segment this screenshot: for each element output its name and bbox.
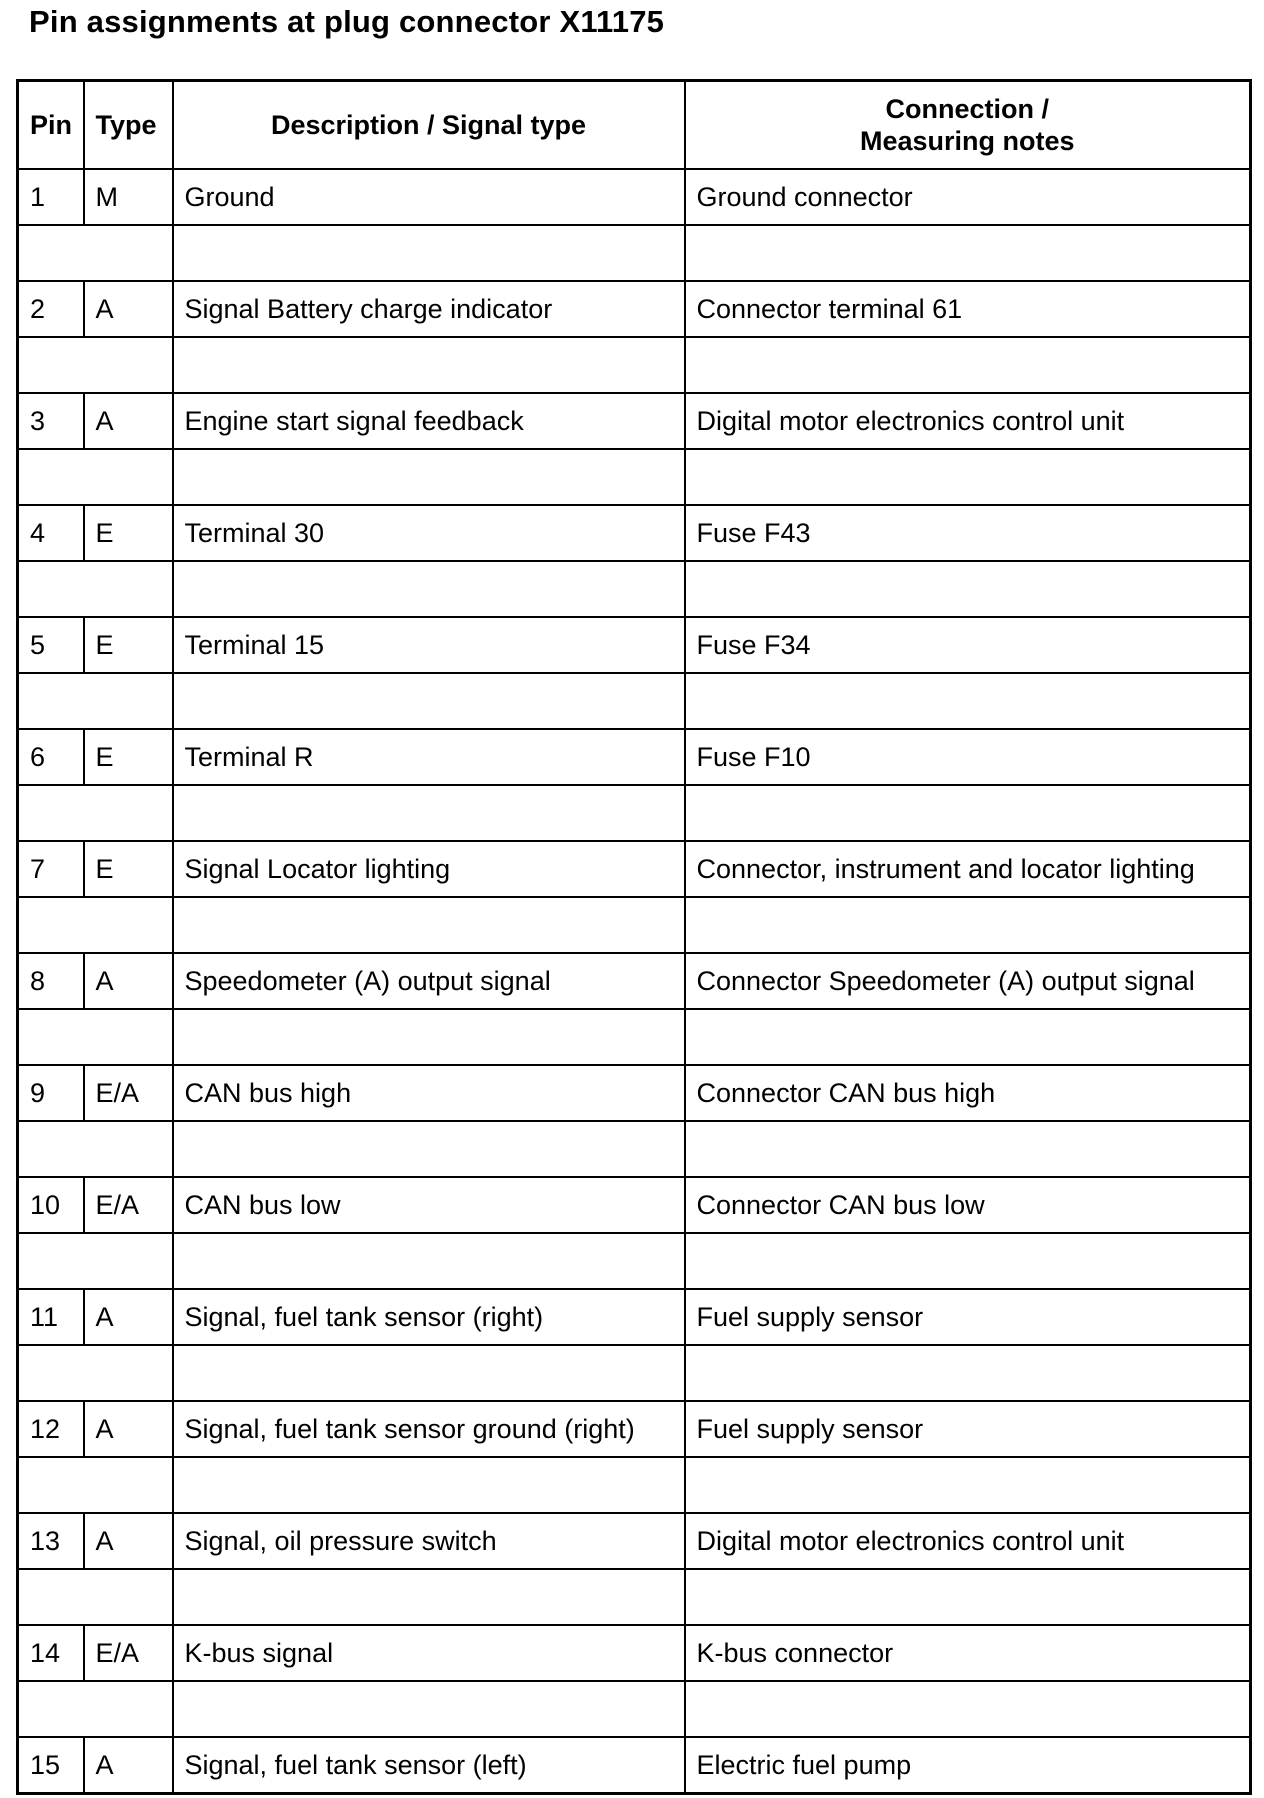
connection-cell: Fuse F43	[685, 505, 1251, 561]
spacer-cell	[18, 897, 173, 953]
table-row	[18, 1737, 1251, 1794]
spacer-cell	[685, 673, 1251, 729]
header-connection-line2: Measuring notes	[859, 126, 1075, 156]
type-cell: E	[84, 729, 173, 785]
spacer-cell	[18, 561, 173, 617]
description-cell: Signal Battery charge indicator	[173, 281, 685, 337]
table-row	[18, 281, 1251, 337]
spacer-cell	[173, 1009, 685, 1065]
type-cell: E/A	[84, 1625, 173, 1681]
type-cell: E	[84, 505, 173, 561]
spacer-cell	[18, 449, 173, 505]
pin-cell: 7	[18, 841, 84, 897]
spacer-cell	[685, 1569, 1251, 1625]
description-cell: Signal, fuel tank sensor ground (right)	[173, 1401, 685, 1457]
pin-cell: 5	[18, 617, 84, 673]
description-cell: Signal Locator lighting	[173, 841, 685, 897]
pin-cell: 8	[18, 953, 84, 1009]
description-cell: Engine start signal feedback	[173, 393, 685, 449]
spacer-row	[18, 1345, 1251, 1401]
type-cell: M	[84, 169, 173, 225]
description-cell: K-bus signal	[173, 1625, 685, 1681]
spacer-cell	[685, 1457, 1251, 1513]
connection-cell: Ground connector	[685, 169, 1251, 225]
pin-cell: 6	[18, 729, 84, 785]
table-row	[18, 1289, 1251, 1345]
pin-cell: 2	[18, 281, 84, 337]
spacer-row	[18, 1233, 1251, 1289]
connection-cell: Connector Speedometer (A) output signal	[685, 953, 1251, 1009]
description-cell: Signal, fuel tank sensor (left)	[173, 1737, 685, 1794]
spacer-cell	[685, 449, 1251, 505]
table-row	[18, 1065, 1251, 1121]
description-cell: Signal, oil pressure switch	[173, 1513, 685, 1569]
connection-cell: Fuel supply sensor	[685, 1289, 1251, 1345]
spacer-row	[18, 337, 1251, 393]
spacer-cell	[685, 561, 1251, 617]
description-cell: Terminal R	[173, 729, 685, 785]
type-cell: E/A	[84, 1177, 173, 1233]
spacer-cell	[685, 785, 1251, 841]
description-cell: CAN bus high	[173, 1065, 685, 1121]
spacer-cell	[18, 673, 173, 729]
spacer-row	[18, 1681, 1251, 1737]
pin-cell: 3	[18, 393, 84, 449]
header-type: Type	[84, 81, 173, 170]
pin-cell: 13	[18, 1513, 84, 1569]
spacer-cell	[685, 1233, 1251, 1289]
table-header-row	[18, 81, 1251, 170]
spacer-cell	[173, 561, 685, 617]
type-cell: A	[84, 393, 173, 449]
spacer-cell	[173, 1569, 685, 1625]
pin-assignment-table	[16, 79, 1252, 1795]
table-body	[18, 169, 1251, 1794]
spacer-row	[18, 897, 1251, 953]
connection-cell: Electric fuel pump	[685, 1737, 1251, 1794]
type-cell: A	[84, 1737, 173, 1794]
spacer-cell	[685, 337, 1251, 393]
page-title: Pin assignments at plug connector X11175	[29, 4, 665, 39]
spacer-cell	[685, 1009, 1251, 1065]
spacer-row	[18, 673, 1251, 729]
description-cell: Terminal 15	[173, 617, 685, 673]
header-description: Description / Signal type	[173, 81, 685, 170]
spacer-cell	[685, 897, 1251, 953]
header-pin: Pin	[18, 81, 84, 170]
pin-cell: 14	[18, 1625, 84, 1681]
spacer-row	[18, 1569, 1251, 1625]
spacer-cell	[173, 1233, 685, 1289]
type-cell: A	[84, 1401, 173, 1457]
table-row	[18, 1177, 1251, 1233]
spacer-cell	[685, 1345, 1251, 1401]
description-cell: Signal, fuel tank sensor (right)	[173, 1289, 685, 1345]
spacer-row	[18, 561, 1251, 617]
connection-cell: Connector terminal 61	[685, 281, 1251, 337]
spacer-cell	[18, 785, 173, 841]
spacer-row	[18, 785, 1251, 841]
pin-cell: 1	[18, 169, 84, 225]
description-cell: Terminal 30	[173, 505, 685, 561]
pin-cell: 9	[18, 1065, 84, 1121]
connection-cell: Fuel supply sensor	[685, 1401, 1251, 1457]
type-cell: E	[84, 617, 173, 673]
pin-cell: 15	[18, 1737, 84, 1794]
table-row	[18, 1513, 1251, 1569]
pin-cell: 11	[18, 1289, 84, 1345]
description-cell: CAN bus low	[173, 1177, 685, 1233]
spacer-cell	[18, 1009, 173, 1065]
connection-cell: Connector CAN bus low	[685, 1177, 1251, 1233]
spacer-row	[18, 449, 1251, 505]
spacer-cell	[685, 225, 1251, 281]
spacer-cell	[173, 897, 685, 953]
type-cell: E/A	[84, 1065, 173, 1121]
spacer-cell	[18, 1345, 173, 1401]
spacer-cell	[18, 1233, 173, 1289]
table-row	[18, 841, 1251, 897]
spacer-cell	[18, 1569, 173, 1625]
spacer-row	[18, 1009, 1251, 1065]
spacer-cell	[173, 449, 685, 505]
connection-cell: K-bus connector	[685, 1625, 1251, 1681]
spacer-cell	[18, 1121, 173, 1177]
table-row	[18, 953, 1251, 1009]
spacer-cell	[173, 673, 685, 729]
table-row	[18, 169, 1251, 225]
spacer-row	[18, 1457, 1251, 1513]
connection-cell: Connector CAN bus high	[685, 1065, 1251, 1121]
spacer-row	[18, 1121, 1251, 1177]
spacer-cell	[173, 225, 685, 281]
connection-cell: Digital motor electronics control unit	[685, 1513, 1251, 1569]
spacer-cell	[18, 337, 173, 393]
type-cell: A	[84, 1513, 173, 1569]
spacer-cell	[18, 1681, 173, 1737]
header-connection	[685, 81, 1251, 170]
spacer-cell	[685, 1681, 1251, 1737]
connection-cell: Fuse F10	[685, 729, 1251, 785]
type-cell: A	[84, 953, 173, 1009]
table-row	[18, 617, 1251, 673]
pin-cell: 12	[18, 1401, 84, 1457]
spacer-cell	[173, 1457, 685, 1513]
spacer-cell	[173, 1345, 685, 1401]
table-row	[18, 1401, 1251, 1457]
description-cell: Ground	[173, 169, 685, 225]
spacer-cell	[685, 1121, 1251, 1177]
table-row	[18, 729, 1251, 785]
pin-cell: 4	[18, 505, 84, 561]
type-cell: A	[84, 1289, 173, 1345]
pin-cell: 10	[18, 1177, 84, 1233]
spacer-cell	[18, 1457, 173, 1513]
connection-cell: Fuse F34	[685, 617, 1251, 673]
spacer-cell	[173, 785, 685, 841]
table-row	[18, 1625, 1251, 1681]
spacer-cell	[18, 225, 173, 281]
spacer-row	[18, 225, 1251, 281]
header-connection-line1: Connection /	[885, 94, 1049, 124]
spacer-cell	[173, 1681, 685, 1737]
spacer-cell	[173, 1121, 685, 1177]
connection-cell: Connector, instrument and locator lighting	[685, 841, 1251, 897]
connection-cell: Digital motor electronics control unit	[685, 393, 1251, 449]
table-row	[18, 393, 1251, 449]
table-row	[18, 505, 1251, 561]
type-cell: A	[84, 281, 173, 337]
description-cell: Speedometer (A) output signal	[173, 953, 685, 1009]
spacer-cell	[173, 337, 685, 393]
type-cell: E	[84, 841, 173, 897]
